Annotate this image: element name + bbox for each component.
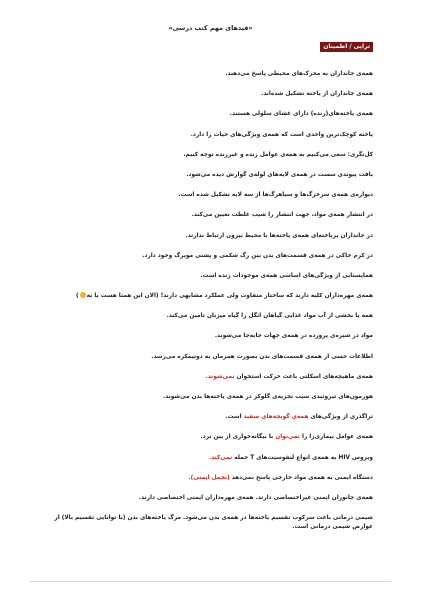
statement-text: یاخته کوچک‌ترین واحدی است که همه‌ی ویژگی‌های حیات را دارد.: [190, 131, 373, 138]
statement-text: دیواره‌ی همه‌ی سرخرگ‌ها و سیاهرگ‌ها از سه لایه تشکیل شده است.: [178, 192, 373, 199]
statement-line: [48, 474, 373, 482]
statement-highlight: همه‌ی گویچه‌های سفید: [243, 414, 311, 421]
statement-line: [48, 494, 373, 502]
statement-line: [48, 191, 373, 199]
statement-text: بافت پیوندی سست در همه‌ی لایه‌های لوله‌ی گوارش دیده می‌شود.: [186, 171, 373, 178]
statement-text: همه‌ی یاخته‌های(زنده) دارای غشای سلولی هستند.: [229, 111, 373, 118]
statement-highlight: نمی‌توان: [275, 434, 302, 441]
statement-suffix: ): [76, 293, 79, 300]
statement-text: همه‌ی عوامل بیماری‌زا را: [301, 434, 373, 441]
statement-line: [48, 312, 373, 320]
document-title: «قیدهای مهم کتب درسی»: [168, 24, 253, 32]
statement-line: [48, 171, 373, 179]
statement-line: [48, 70, 373, 78]
statement-highlight: (تحمل ایمنی).: [188, 474, 232, 481]
statement-text: همه یا بخشی از آب مواد غذایی گیاهان انگل را گیاه میزبان تامین می‌کند.: [166, 313, 373, 320]
statement-line: [48, 433, 373, 441]
statement-line: [48, 211, 373, 219]
statement-highlight: نمی‌شوند.: [205, 373, 237, 380]
statement-line: [48, 131, 373, 139]
section-heading: تراپی / اطمینان: [320, 42, 373, 52]
statement-line: [48, 332, 373, 340]
statement-suffix: است.: [225, 414, 244, 421]
statement-text: همه‌ی مهره‌داران کلیه دارند که ساختار متفاوت ولی عملکرد مشابهی دارند! (الان این همتا هست یا نه: [86, 293, 373, 300]
statement-line: [48, 110, 373, 118]
statement-highlight: نمی‌کند.: [208, 454, 235, 461]
statement-text: در کرم خاکی در همه‌ی قسمت‌های بدن بین رگ شکمی و پشتی مویرگ وجود دارد.: [142, 252, 373, 259]
statement-line: [48, 90, 373, 98]
statement-line: [48, 373, 373, 381]
statement-text: همه‌ی جانوران ایمنی غیراختصاصی دارند. همه‌ی مهره‌داران ایمنی اختصاصی دارند.: [138, 494, 373, 501]
statement-line: [48, 393, 373, 401]
statement-line: [48, 232, 373, 240]
statement-text: هورمون‌های تیروئیدی سبب تجزیه‌ی گلوکز در همه‌ی یاخته‌ها بدن می‌شوند.: [163, 394, 373, 400]
statement-line: [48, 413, 373, 421]
statement-line: [48, 292, 373, 300]
statement-text: شیمی درمانی باعث سرکوب تقسیم یاخته‌ها در همه‌ی بدن می‌شود. مرگ یاخته‌های بدن (با توانایی تقسیم بالا) از عوارض شیمی درمانی است.: [54, 515, 373, 531]
smiley-emoji-icon: [80, 292, 86, 298]
statement-text: تراگذری از ویژگی‌های: [310, 414, 373, 421]
statement-line: [48, 454, 373, 462]
statement-line: [48, 151, 373, 159]
statement-line: [48, 252, 373, 260]
statement-text: مواد در شیره‌ی پرورده در همه‌ی جهات جابه‌جا می‌شوند.: [214, 333, 373, 340]
statement-list: [48, 70, 373, 544]
statement-text: همه‌ی جانداران به محرک‌های محیطی پاسخ می‌دهند.: [225, 71, 373, 77]
statement-text: همایستایی از ویژگی‌های اساسی همه‌ی موجودات زنده است.: [200, 272, 373, 279]
statement-line: [48, 272, 373, 280]
statement-text: همه‌ی جانداران از یاخته تشکیل شده‌اند.: [261, 91, 373, 98]
statement-text: ویروس HIV به همه‌ی انواع لنفوسیت‌های T حمله: [234, 454, 373, 461]
statement-text: اطلاعات حسی از همه‌ی قسمت‌های بدن بصورت همزمان به دونیمکره می‌رسد.: [151, 353, 373, 360]
footer-divider: [30, 581, 391, 582]
statement-text: در جانداران پریاخته‌ای همه‌ی یاخته‌ها با محیط بیرون ارتباط ندارند.: [185, 232, 373, 239]
statement-line: [48, 514, 373, 532]
statement-line: [48, 353, 373, 361]
statement-text: در انتشار همه‌ی مواد، جهت انتشار را شیب غلظت تعیین می‌کند.: [191, 212, 373, 219]
statement-text: همه‌ی ماهیچه‌های اسکلتی باعث حرکت استخوان: [236, 373, 373, 380]
statement-text: کل‌نگری: سعی می‌کنیم به همه‌ی عوامل زنده و غیرزنده توجه کنیم.: [183, 151, 373, 158]
statement-suffix: با بیگانه‌خواری از بین برد.: [200, 434, 276, 441]
statement-text: دستگاه ایمنی به همه‌ی مواد خارجی پاسخ نمی‌دهد: [231, 474, 373, 481]
